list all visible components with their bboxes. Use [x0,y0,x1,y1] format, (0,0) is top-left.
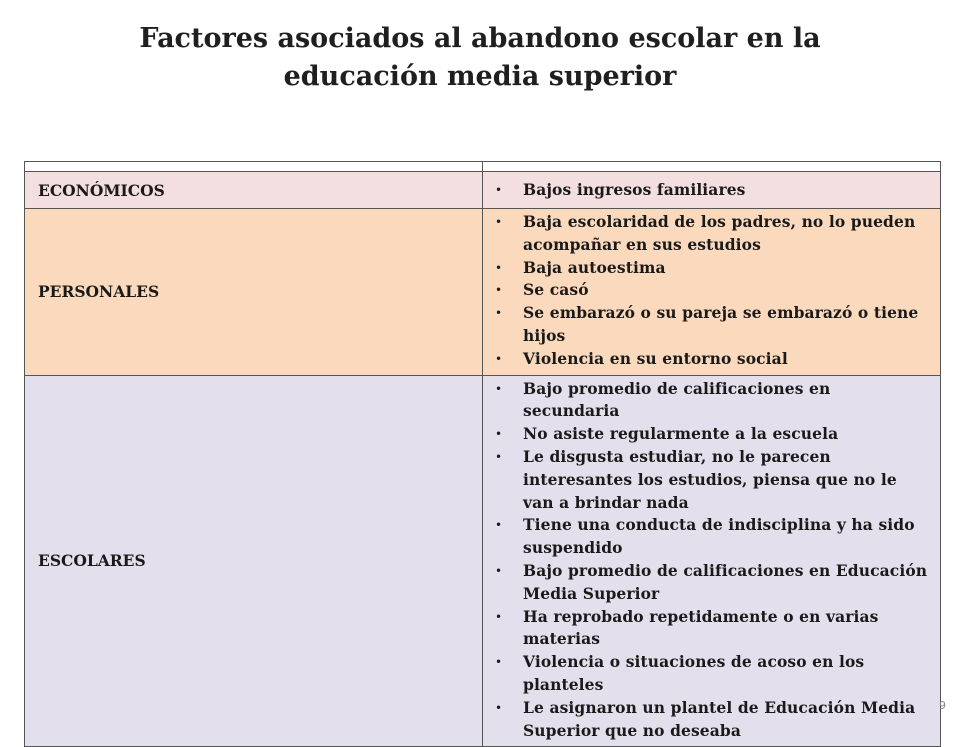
table-header-row [25,162,941,172]
factor-item: • No asiste regularmente a la escuela [523,423,932,446]
factors-cell [483,172,941,209]
factor-item: • Violencia o situaciones de acoso en los planteles [523,651,932,697]
factor-item: • Se casó [523,279,932,302]
header-cell-factors [483,162,941,172]
factor-list [483,376,940,747]
factor-item: • Violencia en su entorno social [523,348,932,371]
category-label: ESCOLARES [25,375,483,747]
factor-list [483,209,940,375]
factor-item: • Bajo promedio de calificaciones en Educación Media Superior [523,560,932,606]
factor-item: • Le asignaron un plantel de Educación Media Superior que no deseaba [523,697,932,743]
page-title [0,20,960,96]
factor-list [483,179,940,202]
table-row-economicos [25,172,941,209]
category-label: ECONÓMICOS [25,172,483,209]
title-line-2: educación media superior [283,61,677,92]
factor-item: • Baja autoestima [523,257,932,280]
factor-item: • Baja escolaridad de los padres, no lo pueden acompañar en sus estudios [523,211,932,257]
factor-item: • Bajo promedio de calificaciones en secundaria [523,378,932,424]
factor-item: • Tiene una conducta de indisciplina y ha sido suspendido [523,514,932,560]
table-row-escolares [25,375,941,747]
factor-item: • Bajos ingresos familiares [523,179,932,202]
table-row-personales [25,209,941,376]
factor-item: • Ha reprobado repetidamente o en varias materias [523,606,932,652]
title-line-1: Factores asociados al abandono escolar en la [139,23,821,54]
page-number: 9 [939,699,946,712]
factors-cell [483,375,941,747]
factor-item: • Le disgusta estudiar, no le parecen interesantes los estudios, piensa que no le van a brindar nada [523,446,932,514]
factors-table [24,161,941,747]
category-label: PERSONALES [25,209,483,376]
factor-item: • Se embarazó o su pareja se embarazó o tiene hijos [523,302,932,348]
header-cell-category [25,162,483,172]
factors-cell [483,209,941,376]
